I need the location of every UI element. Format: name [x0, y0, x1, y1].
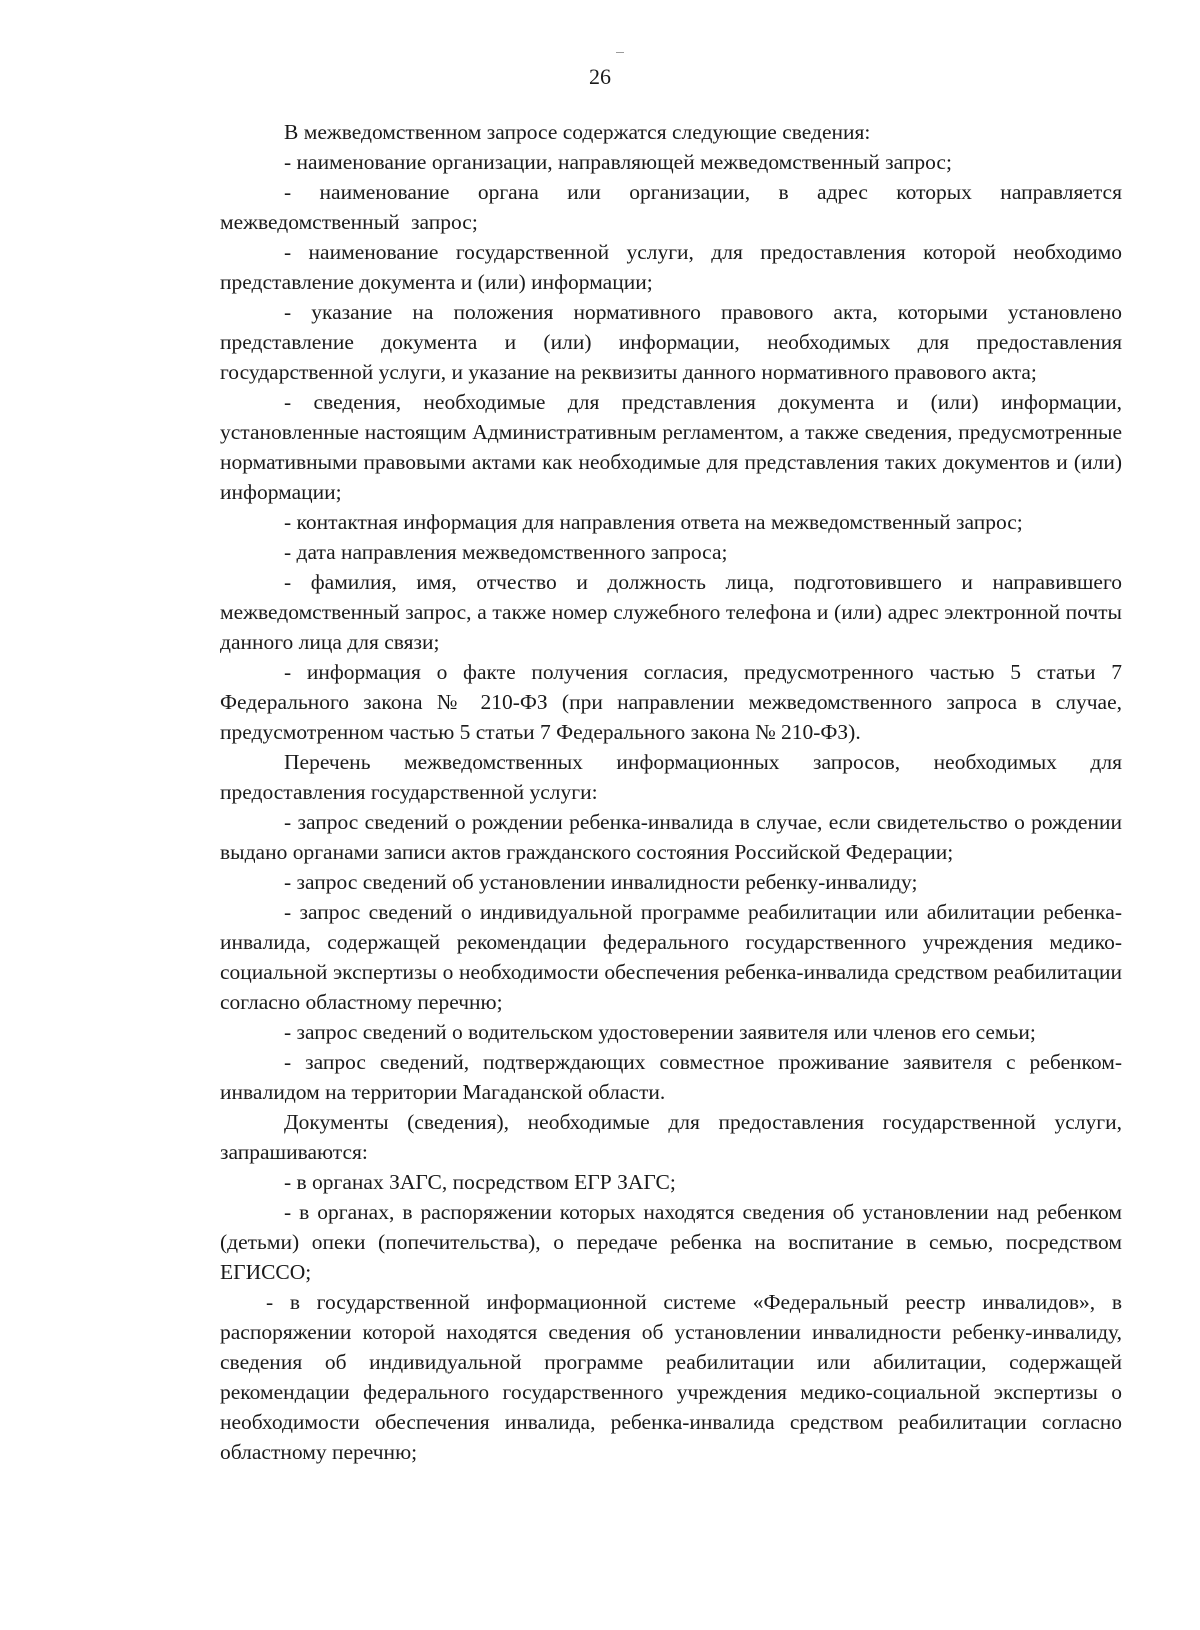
list-item: - запрос сведений, подтверждающих совместное проживание заявителя с ребенком-инвалидом на территории Магаданской области. [220, 1050, 1122, 1104]
list-item: - наименование органа или организации, в адрес которых направляется межведомственный запрос; [220, 180, 1122, 234]
list-item: - запрос сведений о индивидуальной программе реабилитации или абилитации ребенка-инвалида, содержащей рекомендации федерального государственного учреждения медико-социальной экспертизы о необходимости обеспечения ребенка-инвалида средством реабилитации согласно областному перечню; [220, 900, 1122, 1014]
scan-mark [616, 52, 624, 53]
list-item: - в органах ЗАГС, посредством ЕГР ЗАГС; [284, 1170, 676, 1194]
document-body [220, 117, 1122, 1467]
list-item: - в государственной информационной системе «Федеральный реестр инвалидов», в распоряжении которой находятся сведения об установлении инвалидности ребенку-инвалиду, сведения об индивидуальной программе реабилитации или абилитации, содержащей рекомендации федерального государственного учреждения медико-социальной экспертизы о необходимости обеспечения инвалида, ребенка-инвалида средством реабилитации согласно областному перечню; [220, 1290, 1122, 1464]
list-item: - наименование государственной услуги, для предоставления которой необходимо представление документа и (или) информации; [220, 240, 1122, 294]
paragraph-intro: В межведомственном запросе содержатся следующие сведения: [284, 120, 871, 144]
list-item: - наименование организации, направляющей межведомственный запрос; [284, 150, 952, 174]
page-number: 26 [589, 64, 611, 89]
list-item: - фамилия, имя, отчество и должность лица, подготовившего и направившего межведомственный запрос, а также номер служебного телефона и (или) адрес электронной почты данного лица для связи; [220, 570, 1122, 654]
list-item: - информация о факте получения согласия, предусмотренного частью 5 статьи 7 Федерального закона № 210-ФЗ (при направлении межведомственного запроса в случае, предусмотренном частью 5 статьи 7 Федерального закона № 210-ФЗ). [220, 660, 1122, 744]
list-item: - дата направления межведомственного запроса; [284, 540, 728, 564]
list-item: - указание на положения нормативного правового акта, которыми установлено представление документа и (или) информации, необходимых для предоставления государственной услуги, и указание на реквизиты данного нормативного правового акта; [220, 300, 1122, 384]
list-item: - запрос сведений об установлении инвалидности ребенку-инвалиду; [284, 870, 918, 894]
list-item: - сведения, необходимые для представления документа и (или) информации, установленные настоящим Административным регламентом, а также сведения, предусмотренные нормативными правовыми актами как необходимые для представления таких документов и (или) информации; [220, 390, 1122, 504]
paragraph-request-list-heading: Перечень межведомственных информационных запросов, необходимых для предоставления государственной услуги: [220, 750, 1122, 804]
list-item: - контактная информация для направления ответа на межведомственный запрос; [284, 510, 1023, 534]
paragraph-documents-heading: Документы (сведения), необходимые для предоставления государственной услуги, запрашиваются: [220, 1110, 1122, 1164]
list-item: - в органах, в распоряжении которых находятся сведения об установлении над ребенком (детьми) опеки (попечительства), о передаче ребенка на воспитание в семью, посредством ЕГИССО; [220, 1200, 1122, 1284]
list-item: - запрос сведений о водительском удостоверении заявителя или членов его семьи; [284, 1020, 1036, 1044]
list-item: - запрос сведений о рождении ребенка-инвалида в случае, если свидетельство о рождении выдано органами записи актов гражданского состояния Российской Федерации; [220, 810, 1122, 864]
